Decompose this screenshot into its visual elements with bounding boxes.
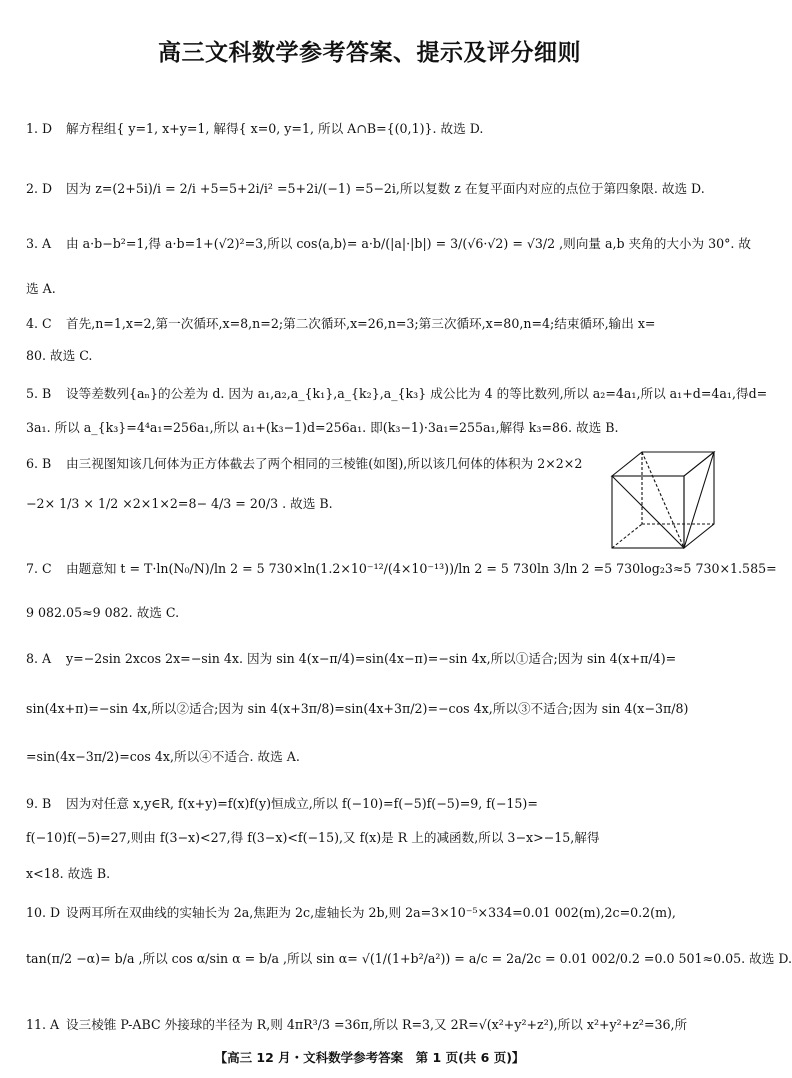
answer-label: 10. D [26, 905, 61, 920]
line-3b [26, 280, 715, 298]
answer-label: 6. B [26, 456, 52, 471]
line-5b [26, 419, 715, 437]
line-10 [26, 904, 715, 922]
line-6b [26, 495, 599, 513]
line-4b [26, 347, 715, 365]
solution-text: 设三棱锥 P-ABC 外接球的半径为 R,则 4πR³/3 =36π,所以 R=3,又 2R=√(x²+y²+z²),所以 x²+y²+z²=36,所 [66, 1017, 688, 1032]
solution-text: 由三视图知该几何体为正方体截去了两个相同的三棱锥(如图),所以该几何体的体积为 2×2×2 [66, 456, 583, 471]
solution-text: 因为对任意 x,y∈R, f(x+y)=f(x)f(y)恒成立,所以 f(−10)=f(−5)f(−5)=9, f(−15)= [66, 796, 538, 811]
solution-text: sin(4x+π)=−sin 4x,所以②适合;因为 sin 4(x+3π/8)=sin(4x+3π/2)=−cos 4x,所以③不适合;因为 sin 4(x−3π/8) [26, 701, 689, 716]
hidden-diagonal [642, 452, 684, 548]
line-8c [26, 748, 715, 766]
answer-label: 4. C [26, 316, 52, 331]
line-1 [26, 120, 715, 138]
line-3 [26, 235, 752, 253]
solution-text: f(−10)f(−5)=27,则由 f(3−x)<27,得 f(3−x)<f(−15),又 f(x)是 R 上的减函数,所以 3−x>−15,解得 [26, 830, 600, 845]
page-title: 高三文科数学参考答案、提示及评分细则 [158, 40, 581, 66]
solution-text: −2× 1/3 × 1/2 ×2×1×2=8− 4/3 = 20/3 . 故选 B. [26, 496, 333, 511]
line-6 [26, 455, 599, 473]
answer-label: 1. D [26, 121, 53, 136]
line-11 [26, 1016, 715, 1034]
line-8b [26, 700, 715, 718]
line-5 [26, 385, 768, 403]
solution-text: 设等差数列{aₙ}的公差为 d. 因为 a₁,a₂,a_{k₁},a_{k₂},a_{k₃} 成公比为 4 的等比数列,所以 a₂=4a₁,所以 a₁+d=4a₁,得d= [66, 386, 768, 401]
answer-label: 11. A [26, 1017, 60, 1032]
hidden-edge [612, 524, 642, 548]
solution-text: 因为 z=(2+5i)/i = 2/i +5=5+2i/i² =5+2i/(−1) =5−2i,所以复数 z 在复平面内对应的点位于第四象限. 故选 D. [66, 181, 705, 196]
cube-diagram [608, 450, 718, 550]
line-10b [26, 950, 792, 968]
line-4 [26, 315, 715, 333]
answer-label: 5. B [26, 386, 52, 401]
solution-text: 选 A. [26, 281, 56, 296]
solution-text: 设两耳所在双曲线的实轴长为 2a,焦距为 2c,虚轴长为 2b,则 2a=3×10⁻⁵×334=0.01 002(m),2c=0.2(m), [66, 905, 676, 920]
solution-text: y=−2sin 2xcos 2x=−sin 4x. 因为 sin 4(x−π/4)=sin(4x−π)=−sin 4x,所以①适合;因为 sin 4(x+π/4)= [66, 651, 677, 666]
answer-label: 8. A [26, 651, 52, 666]
answer-label: 7. C [26, 561, 52, 576]
solution-text: 解方程组{ y=1, x+y=1, 解得{ x=0, y=1, 所以 A∩B={(0,1)}. 故选 D. [66, 121, 484, 136]
solution-text: 首先,n=1,x=2,第一次循环,x=8,n=2;第二次循环,x=26,n=3;第三次循环,x=80,n=4;结束循环,输出 x= [66, 316, 656, 331]
cut-diagonal [612, 476, 684, 548]
solution-text: 80. 故选 C. [26, 348, 93, 363]
solution-text: x<18. 故选 B. [26, 866, 111, 881]
answer-label: 3. A [26, 236, 52, 251]
line-9 [26, 795, 715, 813]
line-8 [26, 650, 715, 668]
solution-text: =sin(4x−3π/2)=cos 4x,所以④不适合. 故选 A. [26, 749, 300, 764]
solution-text: 由题意知 t = T·ln(N₀/N)/ln 2 = 5 730×ln(1.2×10⁻¹²/(4×10⁻¹³))/ln 2 = 5 730ln 3/ln 2 =5 730log₂3≈5 730×1.585= [66, 561, 777, 576]
line-7b [26, 604, 715, 622]
line-7 [26, 560, 777, 578]
answer-label: 9. B [26, 796, 52, 811]
line-2 [26, 180, 715, 198]
page-footer: 【高三 12 月・文科数学参考答案 第 1 页(共 6 页)】 [214, 1050, 525, 1065]
answer-label: 2. D [26, 181, 53, 196]
solution-text: 9 082.05≈9 082. 故选 C. [26, 605, 180, 620]
solution-text: 3a₁. 所以 a_{k₃}=4⁴a₁=256a₁,所以 a₁+(k₃−1)d=256a₁. 即(k₃−1)·3a₁=255a₁,解得 k₃=86. 故选 B. [26, 420, 619, 435]
line-9c [26, 865, 715, 883]
solution-text: tan(π/2 −α)= b/a ,所以 cos α/sin α = b/a ,所以 sin α= √(1/(1+b²/a²)) = a/c = 2a/2c = 0.01 002/0.2 =0.0 501≈0.05. 故选 D. [26, 951, 792, 966]
solution-text: 由 a·b−b²=1,得 a·b=1+(√2)²=3,所以 cos⟨a,b⟩= a·b/(|a|·|b|) = 3/(√6·√2) = √3/2 ,则向量 a,b 夹角的大小为 30°. 故 [66, 236, 752, 251]
line-9b [26, 829, 715, 847]
cut-diagonal [684, 452, 714, 548]
